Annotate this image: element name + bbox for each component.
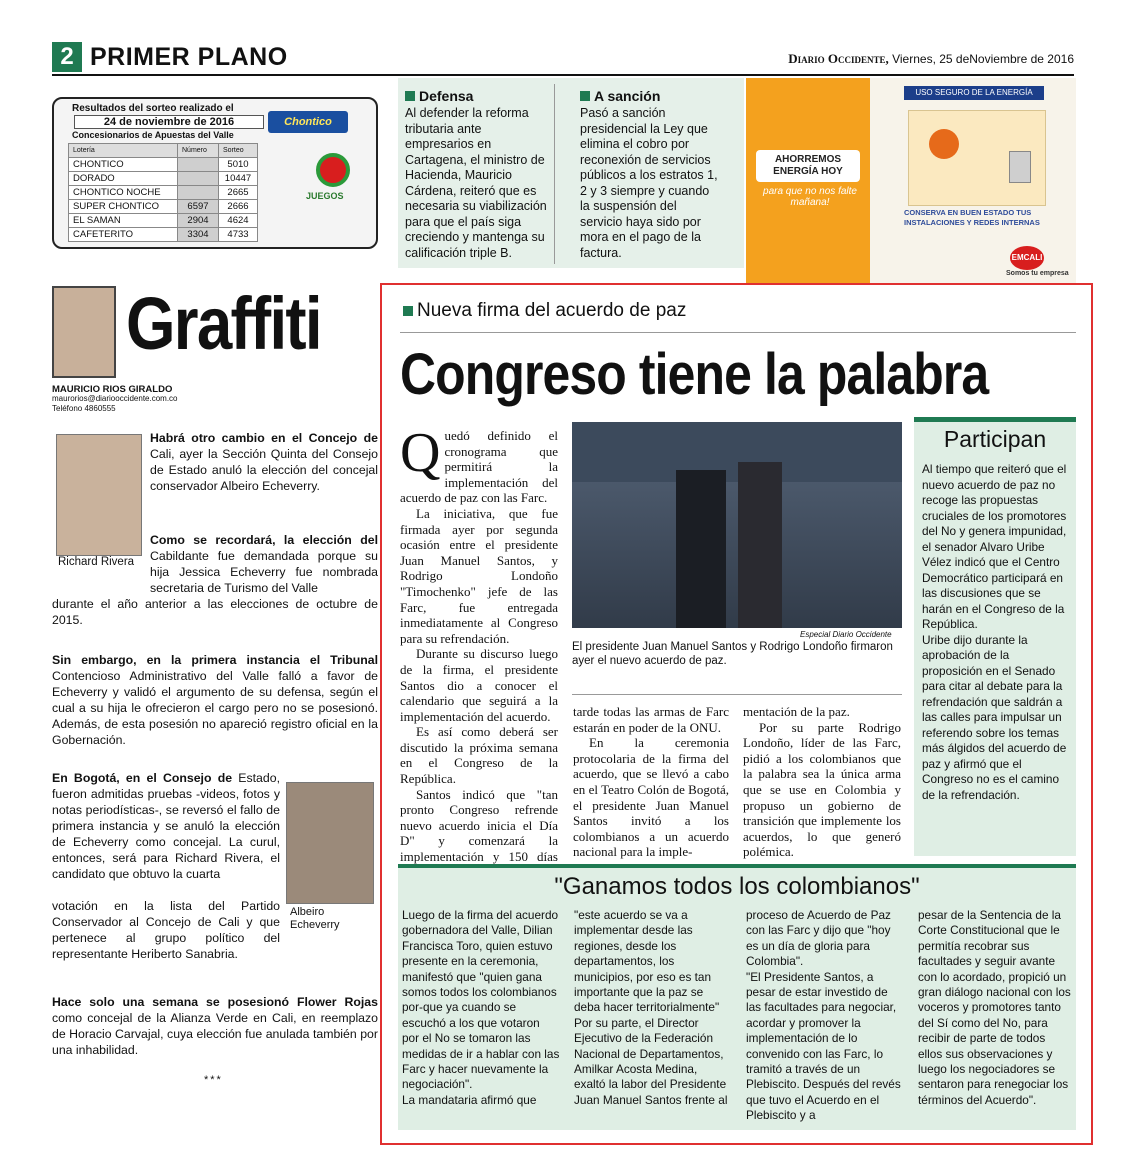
brief-title-text: Defensa [419,88,474,104]
kicker-rule [400,332,1076,333]
article-headline: Congreso tiene la palabra [400,342,989,407]
article-kicker [403,300,686,322]
lottery-number [178,158,219,172]
table-row [69,158,258,172]
article-column-3 [743,704,901,860]
square-bullet-icon [405,91,415,101]
table-row [69,214,258,228]
graffiti-paragraph [52,994,378,1058]
photo-figure-santos [676,470,726,628]
paragraph-lead: Como se recordará, la elección del [150,533,378,547]
juegos-logo-icon [316,153,350,187]
page-number: 2 [52,42,82,72]
graffiti-paragraph-cont: durante el año anterior a las elecciones de octubre de 2015. [52,597,378,627]
outlet-icon [1009,151,1031,183]
lottery-name: CAFETERITO [69,228,178,242]
lottery-draw: 4733 [219,228,258,242]
lottery-draw: 2666 [219,200,258,214]
drop-cap: Q [400,422,441,484]
article-paragraph: Por su parte Rodrigo Londoño, líder de las Farc, pidió a los colombianos que la palabra sea la única arma que se use en Colombia y propuso un gobierno de transición que implemente los acuerdos, lo que generó polémica. [743,719,901,860]
ad-footer: CONSERVA EN BUEN ESTADO TUS INSTALACIONES Y REDES INTERNAS [904,208,1040,227]
kicker-text: Nueva firma del acuerdo de paz [417,300,687,321]
sidebar-paragraph: Uribe dijo durante la aprobación de la proposición en el Senado para citar al debate para la refrendación que saldrán a las calles para impulsar un referendo sobre los temas más álgidos del acuerdo de paz y afirmó que el Congreso no es el camino de la refrendación. [922,632,1067,802]
brief-divider [554,84,555,264]
emcali-advertisement [746,78,1076,284]
lottery-name: CHONTICO NOCHE [69,186,178,200]
photo-figure-londono [738,462,782,628]
paragraph-text: Estado, fueron admitidas pruebas -videos, fotos y notas periodísticas-, se reversó el fallo de primera instancia y se anuló la elección de Echeverry como concejal. La curul, entonces, será para Richard Rivera, el candidato que obtuvo la cuarta [52,771,280,881]
box-column-1 [402,908,560,1108]
section-title: PRIMER PLANO [90,43,288,71]
graffiti-paragraph-cont: votación en la lista del Partido Conservador al Concejo de Cali y que pertenece al grupo político del representante Heriberto Sanabria. [52,899,280,961]
ad-topbar: USO SEGURO DE LA ENERGÍA [904,86,1044,100]
dateline [788,52,1074,66]
box-paragraph: Luego de la firma del acuerdo gobernadora del Valle, Dilian Francisca Toro, quien estuvo presente en la ceremonia, manifestó que "quien gana somos todos los colombianos por-que ya cuando se escuchó a los que votaron por el No se tomaron las medidas de ir a hablar con las Farc y hacer nuevamente la negociación". [402,908,560,1092]
paragraph-lead: Sin embargo, en la primera instancia el Tribunal [52,653,378,667]
sidebar-title: Participan [943,426,1047,452]
photo-albeiro-echeverry [286,782,374,904]
lottery-name: CHONTICO [69,158,178,172]
lottery-table [68,143,258,242]
brief-title [580,88,722,104]
box-paragraph: Por su parte, el Director Ejecutivo de la Federación Nacional de Departamentos, Amilkar Acosta Medina, exaltó la labor del Presidente Juan Manuel Santos frente al [574,1015,728,1107]
square-bullet-icon [403,306,413,316]
table-row [69,186,258,200]
paragraph-text: como concejal de la Alianza Verde en Cali, en reemplazo de Horacio Carvajal, cuya elección fue anulada también por una inhabilidad. [52,1011,378,1057]
author-phone: Teléfono 4860555 [52,404,116,413]
box-column-2 [574,908,732,1108]
sidebar-paragraph: Al tiempo que reiteró que el nuevo acuerdo de paz no recoge las propuestas cruciales de los promotores del No y genera impunidad, el senador Alvaro Uribe Vélez indicó que el Centro Democrático participará en las discusiones que se harán en el Congreso de la República. [922,462,1067,631]
box-paragraph: proceso de Acuerdo de Paz con las Farc y dijo que "hoy es un día de gloria para Colombia". [746,908,891,969]
graffiti-paragraph [52,652,378,748]
box-column-4 [918,908,1072,1108]
character-icon [929,129,959,159]
photo-caption: El presidente Juan Manuel Santos y Rodrigo Londoño firmaron ayer el nuevo acuerdo de paz. [572,641,893,667]
table-row [69,228,258,242]
brief-sancion [580,88,722,261]
paragraph-lead: Habrá otro cambio en el Concejo de [150,431,378,445]
col-header-sorteo: Sorteo [219,144,258,158]
juegos-logo [302,147,364,217]
paper-name: Diario Occidente, [788,51,889,66]
caption-rule [572,694,902,695]
caption-richard-rivera: Richard Rivera [58,556,135,568]
lottery-name: DORADO [69,172,178,186]
paragraph-text: Contencioso Administrativo del Valle falló a favor de Echeverry y validó el argumento de su defensa, según el cual a su hija le ofrecieron el cargo pero no se posesionó. Además, de esta posesión no apareció registro oficial en la Gobernación. [52,669,378,747]
box-paragraph: "este acuerdo se va a implementar desde las regiones, desde los departamentos, los municipios, por eso es tan importante que la paz se deba hacer territorialmente" [574,908,720,1015]
author-name: MAURICIO RIOS GIRALDO [52,384,173,395]
photo-background [572,482,902,628]
issue-date: Viernes, 25 deNoviembre de 2016 [888,52,1074,66]
photo-richard-rivera [56,434,142,556]
paragraph-text: Cabildante fue demandada porque su hija Jessica Echeverry fue nombrada secretaria de Turismo del Valle [150,549,378,595]
box-paragraph: La mandataria afirmó que [402,1092,537,1107]
box-paragraph: "El Presidente Santos, a pesar de estar investido de las facultades para negociar, acordar y promover la implementación de lo convenido con las Farc, lo tramitó a través de un Plebiscito. Después del revés que tuvo el Acuerdo en el Plebiscito y a [746,969,901,1123]
article-paragraph: En la ceremonia protocolaria de la firma del acuerdo, que se llevó a cabo en el Teatro Colón de Bogotá, el presidente Juan Manuel Santos invitó a los colombianos a un acuerdo nacional para la imple- [573,735,729,860]
sidebar-text [922,462,1070,803]
caption-line: Albeiro [290,906,325,918]
table-row [69,172,258,186]
table-row [69,200,258,214]
col-header-loteria: Lotería [69,144,178,158]
lottery-draw: 2665 [219,186,258,200]
lottery-draw: 5010 [219,158,258,172]
photo-credit: Especial Diario Occidente [800,630,892,639]
ad-illustration [908,110,1046,206]
chontico-logo: Chontico [268,111,348,133]
brief-text: Pasó a sanción presidencial la Ley que elimina el cobro por reconexión de servicios públicos a los estratos 1, 2 y 3 siempre y cuando la suspensión del servicio haya sido por mora en el pago de la factura. [580,106,718,260]
lottery-number: 6597 [178,200,219,214]
article-paragraph: Santos indicó que "tan pronto Congreso refrende nuevo acuerdo inicia el Día D" y comenzará la implementación y 150 días [400,786,558,865]
box-column-3 [746,908,902,1124]
ad-slogan: AHORREMOS ENERGÍA HOY [756,150,860,182]
lottery-number: 3304 [178,228,219,242]
article-paragraph: Es así como deberá ser discutido la próxima semana en el Congreso de la República. [400,724,558,787]
caption-albeiro-echeverry [290,906,340,932]
graffiti-paragraph [150,430,378,494]
caption-line: Echeverry [290,919,340,931]
box-paragraph: pesar de la Sentencia de la Corte Constitucional que le permitía recobrar sus facultades y seguir avante con lo acordado, propició un gran diálogo nacional con los voceros y promotores tanto del Sí como del No, para recibir de parte de todos ellos sus observaciones y luego los negociadores se sentaron para renegociar los términos del Acuerdo". [918,908,1071,1107]
brief-defensa [405,88,547,261]
lottery-concessionaire: Concesionarios de Apuestas del Valle [72,130,234,140]
paragraph-lead: En Bogotá, en el Consejo de [52,771,233,785]
lottery-results-box [52,97,378,249]
end-marker: *** [204,1074,223,1086]
lottery-number [178,186,219,200]
lottery-name: SUPER CHONTICO [69,200,178,214]
graffiti-paragraph [52,770,280,882]
lottery-draw: 10447 [219,172,258,186]
article-paragraph: Durante su discurso luego de la firma, el presidente Santos dio a conocer el calendario que seguirá a la implementación del acuerdo. [400,646,558,724]
col-header-numero: Número [178,144,219,158]
article-paragraph: mentación de la paz. [743,704,850,719]
brief-text: Al defender la reforma tributaria ante empresarios en Cartagena, el ministro de Hacienda, Mauricio Cárdena, reiteró que es necesaria su viabilización para que el país siga creciendo y mantenga su calificación triple B. [405,106,547,260]
lottery-table-header [69,144,258,158]
lottery-name: EL SAMAN [69,214,178,228]
article-paragraph: tarde todas las armas de Farc estarán en poder de la ONU. [573,704,729,735]
brief-title [405,88,547,104]
column-title: Graffiti [126,282,321,365]
paragraph-text: uedó definido el cronograma que permitirá la implementación del acuerdo de paz con las Farc. [400,428,558,506]
article-paragraph: La iniciativa, que fue firmada ayer por segunda ocasión entre el presidente Juan Manuel Santos, y Rodrigo Londoño "Timochenko" jefe de las Farc, fue entregada inmediatamente al Congreso para su refrendación. [400,505,558,646]
article-paragraph [400,422,558,506]
author-email: maurorios@diariooccidente.com.co [52,394,178,403]
juegos-logo-text: JUEGOS [306,191,344,201]
author-photo [52,286,116,378]
lottery-intro: Resultados del sorteo realizado el [72,103,234,114]
paragraph-text: Cali, ayer la Sección Quinta del Consejo de Estado anuló la elección del concejal conservador Albeiro Echeverry. [150,447,378,493]
brief-title-text: A sanción [594,88,661,104]
square-bullet-icon [580,91,590,101]
lottery-date: 24 de noviembre de 2016 [74,115,264,129]
emcali-tagline: Somos tu empresa [1006,270,1069,277]
graffiti-paragraph [150,532,378,596]
lottery-draw: 4624 [219,214,258,228]
paragraph-lead: Hace solo una semana se posesionó Flower Rojas [52,995,378,1009]
article-photo [572,422,902,628]
box-title: "Ganamos todos los colombianos" [554,873,920,900]
article-column-1 [400,422,558,880]
emcali-logo: EMCALI [1010,246,1044,270]
header-rule [52,74,1074,76]
article-column-2 [573,704,729,860]
lottery-number: 2904 [178,214,219,228]
lottery-number [178,172,219,186]
ad-slogan-sub: para que no nos falte mañana! [763,186,857,208]
